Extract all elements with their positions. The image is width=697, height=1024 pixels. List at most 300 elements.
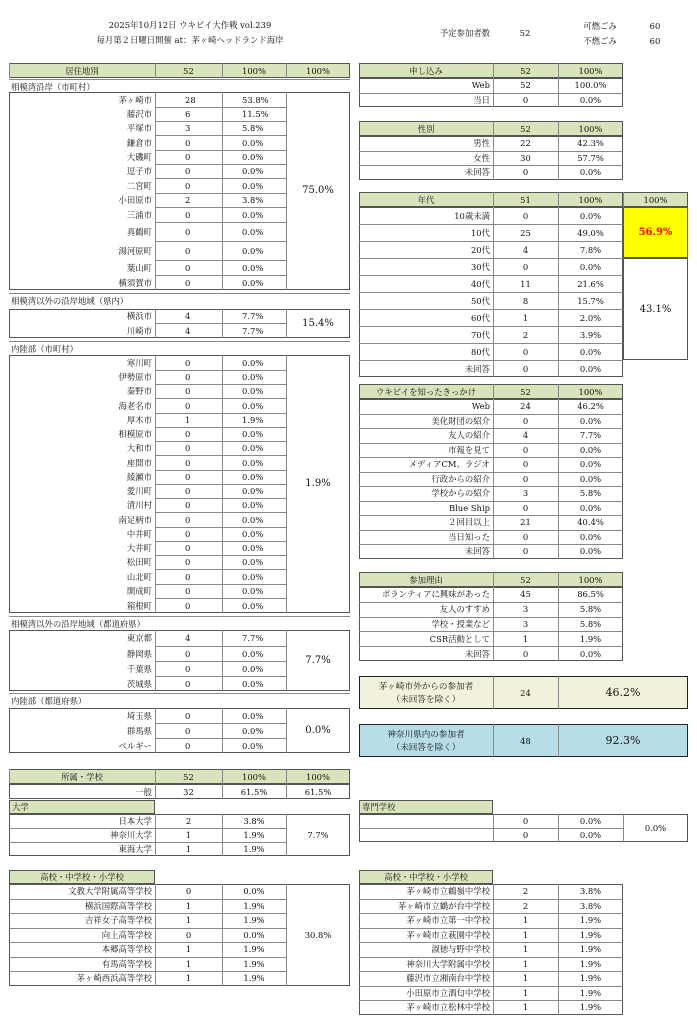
residence-section-label: 内陸部（都道府県）	[11, 696, 87, 706]
row-divider	[155, 107, 286, 108]
school-count: 1	[185, 958, 192, 969]
age-header-cell: 100%	[578, 195, 603, 205]
trigger-row-percent: 0.0%	[579, 546, 602, 557]
in_pref-summary-note: （未回答を除く）	[391, 743, 461, 753]
trigger-row-label: メディアCM、ラジオ	[408, 459, 490, 470]
school-percent: 1.9%	[579, 944, 602, 954]
reason-row-count: 3	[522, 604, 529, 615]
residence-percent: 0.0%	[242, 648, 264, 659]
residence-count: 4	[185, 311, 191, 321]
row-divider	[359, 530, 623, 531]
row-divider	[155, 723, 286, 724]
residence-percent: 11.5%	[242, 109, 269, 119]
residence-count: 0	[185, 386, 191, 396]
row-divider	[359, 443, 623, 444]
residence-count: 0	[185, 262, 191, 273]
row-divider	[9, 842, 286, 843]
residence-count: 28	[185, 94, 196, 105]
row-divider	[359, 165, 623, 166]
row-divider	[359, 275, 623, 276]
residence-percent: 0.0%	[242, 600, 264, 611]
trigger-row-count: 4	[522, 430, 529, 441]
university-name: 東海大学	[118, 844, 152, 854]
row-divider	[155, 512, 286, 513]
residence-area-name: 大井町	[126, 543, 152, 553]
row-divider	[359, 292, 623, 293]
residence-count: 0	[185, 245, 191, 256]
row-divider	[359, 828, 623, 829]
reason-row-percent: 5.8%	[579, 619, 602, 629]
residence-area-name: 箱根町	[126, 600, 152, 611]
age-row-count: 0	[522, 363, 529, 374]
university-count: 1	[185, 844, 192, 854]
column-divider	[493, 384, 494, 399]
residence-percent: 3.8%	[242, 195, 264, 205]
row-divider	[359, 515, 623, 516]
residence-count: 0	[185, 740, 191, 751]
university-percent: 1.9%	[243, 844, 265, 854]
gender-row-count: 30	[520, 152, 531, 163]
vocational-count: 0	[522, 816, 529, 826]
affiliation-header-cell: 100%	[242, 772, 266, 782]
age-header-cell: 年代	[417, 195, 435, 205]
row-divider	[359, 986, 623, 987]
age-row-percent: 7.8%	[579, 244, 602, 255]
in_pref-summary-label: 神奈川県内の参加者	[387, 730, 465, 740]
application-header-cell: 52	[520, 66, 531, 76]
trigger-row-percent: 46.2%	[577, 401, 604, 412]
residence-area-name: 愛川町	[126, 486, 152, 496]
residence-count: 1	[185, 415, 191, 425]
nonburnable-waste-label: 不燃ごみ	[583, 36, 617, 46]
residence-percent: 7.7%	[242, 633, 264, 643]
residence-percent: 0.0%	[242, 245, 264, 256]
age-row-label: 50代	[470, 295, 490, 306]
trigger-row-percent: 0.0%	[579, 502, 602, 513]
residence-area-name: 葉山町	[126, 262, 152, 273]
residence-header-cell: 100%	[242, 66, 266, 76]
residence-percent: 0.0%	[242, 486, 264, 496]
row-divider	[359, 957, 623, 958]
school-name: 茅ヶ崎市立鶴嶺中学校	[406, 886, 490, 896]
residence-percent: 0.0%	[242, 262, 264, 273]
residence-count: 0	[185, 209, 191, 220]
residence-percent: 0.0%	[242, 226, 264, 237]
residence-percent: 0.0%	[242, 586, 264, 596]
age-row-percent: 3.9%	[579, 329, 602, 340]
row-divider	[155, 598, 286, 599]
application-row-label: 当日	[473, 94, 490, 105]
outside_city-summary-percent: 46.2%	[605, 686, 641, 699]
row-divider	[359, 602, 623, 603]
residence-percent: 0.0%	[242, 725, 264, 736]
university-count: 1	[185, 830, 192, 840]
burnable-waste-value: 60	[649, 21, 661, 31]
age-row-percent: 0.0%	[579, 261, 602, 272]
row-divider	[359, 414, 623, 415]
trigger-row-count: 0	[522, 473, 529, 484]
school-percent: 1.9%	[579, 915, 602, 925]
age-row-count: 25	[520, 227, 531, 238]
age-row-count: 0	[522, 346, 529, 357]
row-divider	[359, 1000, 623, 1001]
row-divider	[155, 498, 286, 499]
age-under-30-group-percent: 56.9%	[638, 227, 673, 238]
trigger-header-cell: 52	[520, 387, 531, 397]
trigger-header-cell: 100%	[578, 387, 603, 397]
residence-percent: 53.8%	[242, 94, 269, 105]
row-divider	[359, 899, 623, 900]
residence-percent: 0.0%	[242, 678, 264, 689]
reason-row-percent: 1.9%	[579, 633, 602, 644]
gender-row-count: 22	[520, 138, 531, 149]
residence-area-name: 鎌倉市	[126, 137, 152, 148]
residence-count: 4	[185, 325, 191, 336]
residence-percent: 0.0%	[242, 500, 264, 510]
age-row-count: 1	[522, 312, 529, 323]
row-divider	[359, 544, 623, 545]
age-row-count: 8	[522, 295, 529, 306]
school-name: 向上高等学校	[101, 929, 152, 940]
residence-section-label: 相模湾以外の沿岸地域（都道府県）	[11, 619, 145, 629]
schools-left-total-percent: 30.8%	[304, 929, 332, 940]
residence-count: 0	[185, 180, 191, 191]
residence-percent: 0.0%	[242, 557, 264, 567]
reason-header-cell: 参加理由	[409, 575, 443, 585]
row-divider	[359, 631, 623, 632]
trigger-row-label: Blue Ship	[448, 502, 490, 513]
residence-percent: 5.8%	[242, 123, 264, 133]
age-row-count: 0	[522, 210, 529, 221]
residence-percent: 0.0%	[242, 166, 264, 176]
school-name: 茅ヶ崎市立萩園中学校	[406, 929, 490, 940]
school-name: 茅ヶ崎市立第一中学校	[406, 915, 490, 925]
school-percent: 1.9%	[243, 944, 265, 954]
school-name: 藤沢市立湘南台中学校	[406, 973, 490, 983]
university-total-percent: 7.7%	[307, 830, 329, 840]
trigger-row-count: 0	[522, 502, 529, 513]
application-row-count: 0	[522, 94, 529, 105]
trigger-row-label: 美化財団の紹介	[431, 415, 490, 426]
residence-area-name: 横浜市	[126, 311, 152, 321]
residence-area-name: 相模原市	[118, 429, 152, 439]
age-row-label: 10歳未満	[454, 210, 490, 221]
application-row-count: 52	[520, 80, 531, 91]
row-divider	[155, 164, 286, 165]
nonburnable-waste-value: 60	[649, 36, 661, 46]
school-percent: 1.9%	[579, 973, 602, 983]
row-divider	[9, 341, 350, 342]
residence-percent: 0.0%	[242, 357, 264, 368]
row-divider	[359, 326, 623, 327]
reason-row-percent: 86.5%	[577, 589, 604, 600]
reason-row-count: 0	[522, 648, 529, 659]
row-divider	[155, 222, 286, 223]
school-count: 1	[522, 1002, 529, 1012]
residence-count: 0	[185, 678, 191, 689]
age-row-label: 20代	[470, 244, 490, 255]
residence-area-name: 座間市	[126, 457, 152, 468]
gender-header-cell: 100%	[578, 124, 603, 134]
application-header-cell: 申し込み	[409, 66, 443, 76]
school-count: 0	[185, 929, 192, 940]
residence-area-name: 松田町	[126, 557, 152, 567]
residence-percent: 0.0%	[242, 443, 264, 453]
school-percent: 3.8%	[579, 900, 602, 911]
gender-row-count: 0	[522, 167, 529, 178]
affiliation-general-percent: 61.5%	[240, 787, 268, 797]
residence-count: 0	[185, 663, 191, 674]
vocational-total-percent: 0.0%	[644, 823, 667, 833]
trigger-row-percent: 0.0%	[579, 531, 602, 542]
residence-area-name: 秦野市	[126, 386, 152, 396]
university-percent: 3.8%	[243, 816, 265, 826]
school-percent: 1.9%	[243, 915, 265, 925]
residence-area-name: 清川村	[126, 500, 152, 510]
row-divider	[359, 913, 623, 914]
trigger-row-percent: 0.0%	[579, 444, 602, 455]
row-divider	[155, 370, 286, 371]
trigger-row-percent: 5.8%	[579, 488, 602, 499]
row-divider	[359, 360, 623, 361]
residence-percent: 7.7%	[242, 311, 264, 321]
age-row-count: 11	[520, 278, 531, 289]
school-percent: 1.9%	[243, 900, 265, 911]
residence-area-name: 群馬県	[126, 725, 152, 736]
affiliation-general-total: 61.5%	[304, 787, 332, 797]
residence-count: 0	[185, 600, 191, 611]
row-divider	[359, 151, 623, 152]
school-count: 1	[185, 944, 192, 954]
residence-count: 0	[185, 529, 191, 539]
residence-area-name: 静岡県	[126, 648, 152, 659]
residence-area-name: 三浦市	[126, 209, 152, 220]
row-divider	[155, 413, 286, 414]
residence-section-total-percent: 1.9%	[305, 478, 331, 489]
residence-area-name: 南足柄市	[118, 514, 152, 525]
school-percent: 1.9%	[243, 958, 265, 969]
residence-count: 6	[185, 109, 191, 119]
residence-area-name: 横須賀市	[118, 277, 152, 288]
reason-header-cell: 52	[520, 575, 531, 585]
residence-area-name: 真鶴町	[126, 226, 152, 237]
age-row-label: 80代	[470, 346, 490, 357]
reason-row-count: 1	[522, 633, 529, 644]
row-divider	[9, 616, 350, 617]
trigger-row-percent: 40.4%	[577, 517, 604, 528]
row-divider	[359, 486, 623, 487]
reason-row-label: ボランティアに興味があった	[381, 589, 490, 600]
column-divider	[155, 708, 156, 753]
column-divider	[493, 121, 494, 136]
row-divider	[155, 150, 286, 151]
age-row-percent: 0.0%	[579, 363, 602, 374]
residence-percent: 0.0%	[242, 209, 264, 220]
residence-area-name: 山北町	[126, 571, 152, 582]
residence-area-name: 寒川町	[126, 357, 152, 368]
affiliation-general-label: 一般	[135, 787, 152, 797]
gender-row-label: 女性	[473, 152, 490, 163]
trigger-row-label: 市報を見て	[448, 444, 490, 455]
residence-header-cell: 52	[183, 66, 194, 76]
residence-count: 0	[185, 429, 191, 439]
trigger-header-cell: ウキビイを知ったきっかけ	[375, 387, 477, 397]
gender-row-percent: 57.7%	[577, 152, 604, 163]
trigger-row-label: Web	[471, 401, 490, 412]
residence-percent: 0.0%	[242, 372, 264, 382]
column-divider	[558, 63, 559, 78]
row-divider	[155, 260, 286, 261]
row-divider	[155, 455, 286, 456]
residence-area-name: 開成町	[126, 586, 152, 596]
university-name: 日本大学	[118, 816, 152, 826]
row-divider	[155, 555, 286, 556]
column-divider	[222, 708, 223, 753]
residence-section-label: 内陸部（市町村）	[11, 344, 78, 354]
trigger-row-label: 友人の紹介	[448, 430, 490, 441]
residence-count: 0	[185, 500, 191, 510]
planned-participants-label: 予定参加者数	[439, 28, 491, 38]
row-divider	[9, 79, 350, 80]
gender-row-label: 男性	[473, 138, 490, 149]
row-divider	[359, 928, 623, 929]
residence-count: 0	[185, 372, 191, 382]
age-row-percent: 21.6%	[577, 278, 604, 289]
residence-count: 0	[185, 571, 191, 582]
column-divider	[493, 192, 494, 207]
school-name: 神奈川大学附属中学校	[406, 958, 490, 969]
residence-percent: 0.0%	[242, 277, 264, 288]
residence-percent: 0.0%	[242, 137, 264, 148]
row-divider	[359, 258, 623, 259]
residence-count: 0	[185, 357, 191, 368]
school-percent: 1.9%	[579, 987, 602, 998]
residence-area-name: 厚木市	[126, 415, 152, 425]
row-divider	[155, 178, 286, 179]
affiliation-header-cell: 100%	[306, 772, 330, 782]
residence-section-total-percent: 15.4%	[302, 317, 334, 329]
university-count: 2	[185, 816, 192, 826]
school-count: 1	[522, 987, 529, 998]
in_pref-summary-percent: 92.3%	[605, 734, 641, 747]
affiliation-header-cell: 所属・学校	[61, 772, 103, 782]
row-divider	[359, 224, 623, 225]
age-header-cell: 51	[520, 195, 531, 205]
residence-area-name: 逗子市	[126, 166, 152, 176]
application-row-percent: 100.0%	[574, 80, 607, 91]
trigger-row-count: 0	[522, 444, 529, 455]
application-row-percent: 0.0%	[579, 94, 602, 105]
row-divider	[9, 913, 286, 914]
gender-header-cell: 52	[520, 124, 531, 134]
affiliation-general-count: 32	[183, 787, 194, 797]
row-divider	[9, 828, 286, 829]
residence-section-label: 相模湾以外の沿岸地域（県内）	[11, 296, 129, 306]
residence-percent: 0.0%	[242, 152, 264, 162]
row-divider	[155, 527, 286, 528]
trigger-row-percent: 0.0%	[579, 459, 602, 470]
school-count: 0	[185, 886, 192, 896]
trigger-row-count: 0	[522, 531, 529, 542]
row-divider	[155, 207, 286, 208]
age-row-label: 60代	[470, 312, 490, 323]
residence-percent: 0.0%	[242, 663, 264, 674]
trigger-row-count: 0	[522, 459, 529, 470]
residence-count: 0	[185, 152, 191, 162]
column-divider	[493, 572, 494, 587]
school-name: 本郷高等学校	[101, 944, 152, 954]
row-divider	[9, 942, 286, 943]
residence-area-name: 東京都	[126, 633, 152, 643]
residence-header-cell: 100%	[306, 66, 330, 76]
residence-percent: 0.0%	[242, 529, 264, 539]
outside_city-summary-count: 24	[520, 688, 531, 698]
reason-header-cell: 100%	[578, 575, 603, 585]
residence-area-name: 湯河原町	[118, 245, 152, 256]
residence-count: 0	[185, 226, 191, 237]
age-row-percent: 0.0%	[579, 346, 602, 357]
trigger-row-label: 学校からの紹介	[431, 488, 490, 499]
trigger-row-count: 21	[520, 517, 531, 528]
residence-area-name: 二宮町	[126, 180, 152, 191]
trigger-row-count: 0	[522, 546, 529, 557]
reason-row-count: 3	[522, 619, 529, 629]
residence-count: 0	[185, 400, 191, 411]
school-name: 小田原市立酒匂中学校	[406, 987, 490, 998]
residence-section-total-percent: 75.0%	[302, 185, 334, 196]
row-divider	[359, 971, 623, 972]
row-divider	[155, 384, 286, 385]
age-row-label: 30代	[470, 261, 490, 272]
school-percent: 1.9%	[579, 958, 602, 969]
school-percent: 1.9%	[243, 973, 265, 983]
reason-row-count: 45	[520, 589, 531, 600]
residence-area-name: 藤沢市	[126, 109, 152, 119]
trigger-row-percent: 0.0%	[579, 415, 602, 426]
residence-area-name: 川崎市	[126, 325, 152, 336]
row-divider	[155, 121, 286, 122]
residence-percent: 0.0%	[242, 457, 264, 468]
row-divider	[359, 309, 623, 310]
residence-percent: 0.0%	[242, 571, 264, 582]
school-count: 1	[522, 958, 529, 969]
schools-left-section-label: 高校・中学校・小学校	[40, 872, 124, 882]
burnable-waste-label: 可燃ごみ	[583, 21, 617, 31]
residence-count: 0	[185, 586, 191, 596]
age-row-label: 10代	[470, 227, 490, 238]
residence-count: 0	[185, 443, 191, 453]
reason-row-percent: 0.0%	[579, 648, 602, 659]
residence-area-name: 中井町	[126, 529, 152, 539]
age-row-label: 未回答	[464, 363, 490, 374]
trigger-row-count: 0	[522, 415, 529, 426]
row-divider	[9, 957, 286, 958]
university-section-label: 大学	[12, 802, 29, 812]
row-divider	[155, 738, 286, 739]
row-divider	[155, 241, 286, 242]
residence-area-name: 茅ヶ崎市	[118, 94, 152, 105]
residence-percent: 0.0%	[242, 740, 264, 751]
in_pref-summary-count: 48	[520, 736, 531, 746]
school-name: 茅ヶ崎市立松林中学校	[406, 1002, 490, 1012]
residence-count: 3	[185, 123, 191, 133]
row-divider	[359, 942, 623, 943]
report-subtitle: 毎月第２日曜日開催 at：茅ヶ崎ヘッドランド海岸	[96, 35, 284, 45]
row-divider	[155, 441, 286, 442]
residence-percent: 0.0%	[242, 710, 264, 721]
column-divider	[558, 572, 559, 587]
university-name: 神奈川大学	[110, 830, 152, 840]
